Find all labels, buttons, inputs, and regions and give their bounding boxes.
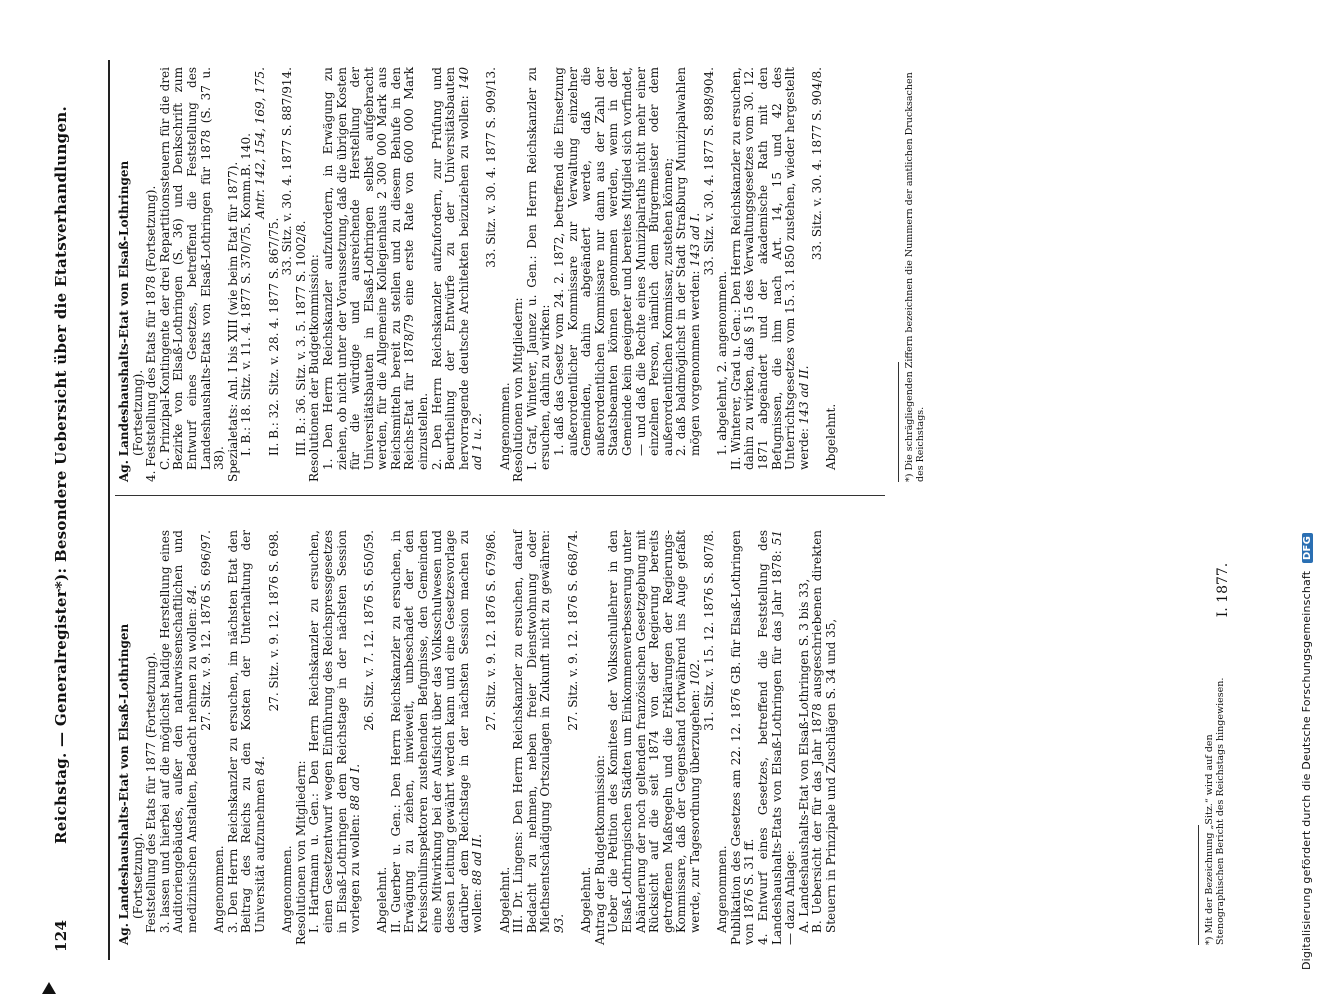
item-text: II. Winterer, Grad u. Gen.: Den Herrn Reichskanzler zu ersuchen, dahin zu wirken, daß § 15 des Verwaltungsgesetzes vom 30. 12. 1871 abgeändert und der akademische Rath mit den Befugnissen, die ihm nach Art. 14, 15 und 42 des Unterrichtsgesetzes vom 15. 3. 1850 zustehen, wieder hergestellt werde: (728, 67, 811, 470)
status-text: 1. abgelehnt, 2. angenommen. (715, 270, 730, 456)
paragraph: Publikation des Gesetzes am 22. 12. 1876 GB. für Elsaß-Lothringen von 1876 S. 31 ff. (728, 530, 757, 945)
item-text: III. Dr. Lingens: Den Herrn Reichskanzler zu ersuchen, darauf Bedacht zu nehmen, neben freier Dienstwohnung oder Miethsentschädigung Ortszulagen in Zukunft nicht zu gewähren: (511, 530, 553, 933)
session-ref: 33. Sitz. v. 30. 4. 1877 S. 909/13. (484, 67, 499, 268)
item-number: 3. (225, 921, 240, 933)
print-ref: 88 ad II. (470, 834, 485, 886)
status-text: Angenommen. (715, 845, 730, 933)
page-title: Reichstag. — Generalregister*): Besondere Uebersicht über die Etatsverhandlungen. (52, 105, 70, 845)
list-item: I. Graf, Winterer, Jaunez u. Gen.: Den Herrn Reichskanzler zu ersuchen, dahin zu wirken: (524, 67, 553, 470)
list-item: C. Prinzipal-Kontingente der drei Repartitionssteuern für die drei Bezirke von Elsaß-Lothringen (S. 36) und Denkschrift zum Entwurf eines Gesetzes, betreffend die Feststellung des Landeshaushalts-Etats von Elsaß-Lothringen für 1878 (S. 37 u. 38). (157, 67, 227, 470)
page-marker-triangle (42, 982, 56, 994)
ag-label: Ag. (117, 923, 131, 945)
status-text: Abgelehnt. (375, 866, 390, 933)
item-number: 3. (157, 921, 172, 933)
column-divider (115, 495, 885, 496)
print-ref: 93. (552, 913, 566, 933)
list-item: B. Uebersicht der für das Jahr 1878 ausgeschriebenen direkten Steuern in Prinzipale und Zuschlägen S. 34 und 35, (810, 530, 838, 933)
section-heading-cont: (Fortsetzung). (130, 369, 145, 456)
section-heading: Landeshaushalts-Etat von Elsaß-Lothringen (117, 160, 131, 457)
paragraph: Spezialetats: Anl. I bis XIII (wie beim Etat für 1877). (225, 161, 240, 482)
digitization-credit (1300, 20, 1313, 970)
header-rule (108, 60, 110, 960)
print-ref: 140 ad 1 u. 2. (456, 67, 485, 470)
list-item: 1. daß das Gesetz vom 24. 2. 1872, betreffend die Einsetzung außerordentlicher Kommissare zur Verwaltung einzelner Gemeinden, dahin abgeändert werde, daß die außerordentlichen Kommissare nur dann aus der Zahl der Staatsbeamten können genommen werden, wenn in der Gemeinde kein geeigneter und bereites Mitglied sich vorfindet, — und daß die Rechte eines Munizipalraths nicht mehr einer einzelnen Person, nämlich dem Bürgermeister oder dem außerordentlichen Kommissar, zustehen können; (552, 67, 675, 456)
session-ref: 33. Sitz. v. 30. 4. 1877 S. 904/8. (810, 67, 825, 261)
session-ref: 31. Sitz. v. 15. 12. 1876 S. 807/8. (701, 530, 716, 731)
subheading: Antrag der Budgetkommission: (592, 754, 607, 945)
print-ref: 102. (687, 659, 702, 686)
item-text: II. Guerber u. Gen.: Den Herrn Reichskanzler zu ersuchen, in Erwägung zu ziehen, inwieweit, unbeschadet der den Kreisschulinspektoren zustehenden Befugnisse, den Gemeinden eine Mitwirkung bei der Aufsicht über das Volksschulwesen und dessen Leitung gewährt werden kann und eine Gesetzesvorlage darüber dem Reichstage in der nächsten Session machen zu wollen: (388, 530, 485, 933)
item-number: 4. (755, 933, 770, 945)
session-ref: 33. Sitz. v. 30. 4. 1877 S. 898/904. (701, 67, 716, 276)
page-number: 124 (52, 919, 70, 952)
footnote-rule-left (1198, 825, 1199, 945)
status-text: Angenommen. (280, 845, 295, 933)
item-text: Entwurf eines Gesetzes, betreffend die Feststellung des Landeshaushalts-Etats von Elsaß-Lothringen für das Jahr 1878: (755, 530, 784, 945)
subheading: Resolutionen der Budgetkommission: (307, 254, 322, 482)
print-ref: 84. (184, 585, 199, 605)
session-ref: 27. Sitz. v. 9. 12. 1876 S. 679/86. (484, 530, 499, 731)
footnote-rule-right (898, 362, 899, 482)
paragraph: Feststellung des Etats für 1877 (Fortsetzung). (144, 652, 159, 933)
session-ref: 33. Sitz. v. 30. 4. 1877 S. 887/914. (280, 67, 295, 276)
status-text: Abgelehnt. (823, 403, 838, 470)
session-ref: 26. Sitz. v. 7. 12. 1876 S. 650/59. (361, 530, 376, 731)
session-ref: I. B.: 18. Sitz. v. 11. 4. 1877 S. 370/75. Komm.B. 140. (239, 133, 254, 456)
margin-note-year: I. 1877. (1215, 562, 1231, 618)
credit-text: Digitalisierung gefördert durch die Deutsche Forschungsgemeinschaft (1300, 570, 1313, 970)
status-text: Abgelehnt. (497, 866, 512, 933)
footnote-right: *) Die schrägliegenden Ziffern bezeichnen die Nummern der amtlichen Drucksachen des Reichstags. (904, 72, 926, 482)
paragraph: Feststellung des Etats für 1878 (Fortsetzung). (144, 185, 159, 467)
print-ref: 84. (252, 756, 267, 776)
status-text: Angenommen. (497, 382, 512, 470)
ag-label: Ag. (117, 460, 131, 482)
item-text: lassen und hierbei auf die möglichst baldige Herstellung eines Auditoriengebäudes, außer den naturwissenschaftlichen und medizinischen Anstalten, Bedacht nehmen zu wollen: (157, 530, 199, 933)
subheading: Resolutionen von Mitgliedern: (293, 760, 308, 945)
status-text: Abgelehnt. (579, 866, 594, 933)
right-column (118, 67, 838, 482)
list-item: A. Landeshaushalts-Etat von Elsaß-Lothringen S. 3 bis 33, (796, 578, 811, 933)
item-text: — dazu Anlage: (783, 850, 798, 945)
item-number: 4. (144, 470, 159, 482)
list-item: 1. Den Herrn Reichskanzler aufzufordern, in Erwägung zu ziehen, ob nicht unter der Voraussetzung, daß die übrigen Kosten für die würdige und ausreichende Herstellung der Universitätsbauten in Elsaß-Lothringen selbst aufgebracht werden, für die Allgemeine Kollegienhaus 2 300 000 Mark aus Reichsmitteln bereit zu stellen und zu diesem Behufe in den Reichs-Etat für 1878/79 eine erste Rate von 600 000 Mark einzustellen. (320, 67, 431, 470)
session-ref: II. B.: 32. Sitz. v. 28. 4. 1877 S. 867/75. (266, 217, 281, 456)
session-ref: 27. Sitz. v. 9. 12. 1876 S. 668/74. (565, 530, 580, 731)
item-text: 2. Den Herrn Reichskanzler aufzufordern, zur Prüfung und Beurtheilung der Entwürfe zu der Universitätsbauten hervorragende deutsche Architekten beizuziehen zu wollen: (429, 67, 471, 470)
subheading: Resolutionen von Mitgliedern: (511, 297, 526, 482)
item-text: I. Hartmann u. Gen.: Den Herrn Reichskanzler zu ersuchen, einen Gesetzentwurf wegen Einführung des Reichspressgesetzes in Elsaß-Lothringen dem Reichstage in der nächsten Session vorlegen zu wollen: (307, 530, 363, 933)
session-ref: 27. Sitz. v. 9. 12. 1876 S. 696/97. (198, 530, 213, 731)
print-ref: 88 ad I. (348, 763, 363, 811)
item-text: 2. daß baldmöglichst in der Stadt Straßburg Munizipalwahlen mögen vorgenommen werden: (674, 67, 702, 456)
item-text: Ueber die Petition des Komitees der Volksschullehrer in den Elsaß-Lothringischen Städten um Einkommenverbesserung unter Abänderung der noch geltenden französischen Gesetzgebung mit Rücksicht auf die seit 1874 von der Regierung bereits getroffenen Maßregeln und die Erklärungen der Regierungs-Kommissare, daß der Gegenstand fortwährend ins Auge gefaßt werde, zur Tagesordnung überzugehen: (606, 530, 702, 933)
section-heading: Landeshaushalts-Etat von Elsaß-Lothringen (117, 623, 131, 920)
footnote-left: *) Mit der Bezeichnung „Sitz.“ wird auf den Stenographischen Bericht des Reichstags hingewiesen. (1204, 677, 1226, 945)
session-ref: III. B.: 36. Sitz. v. 3. 5. 1877 S. 1002/8. (293, 220, 308, 456)
status-text: Angenommen. (212, 845, 227, 933)
print-ref: 143 ad II. (796, 365, 811, 425)
left-column (118, 530, 838, 945)
section-heading-cont: (Fortsetzung). (130, 832, 145, 919)
print-ref: 143 ad I. (687, 212, 702, 267)
session-ref: 27. Sitz. v. 9. 12. 1876 S. 698. (266, 530, 281, 712)
dfg-logo: DFG (1302, 533, 1313, 563)
print-ref: Antr. 142, 154, 169, 175. (252, 67, 267, 219)
print-ref: 51 (769, 530, 784, 546)
item-text: Den Herrn Reichskanzler zu ersuchen, im nächsten Etat den Beitrag des Reichs zu den Kosten der Unterhaltung der Universität aufzunehmen (225, 530, 267, 933)
